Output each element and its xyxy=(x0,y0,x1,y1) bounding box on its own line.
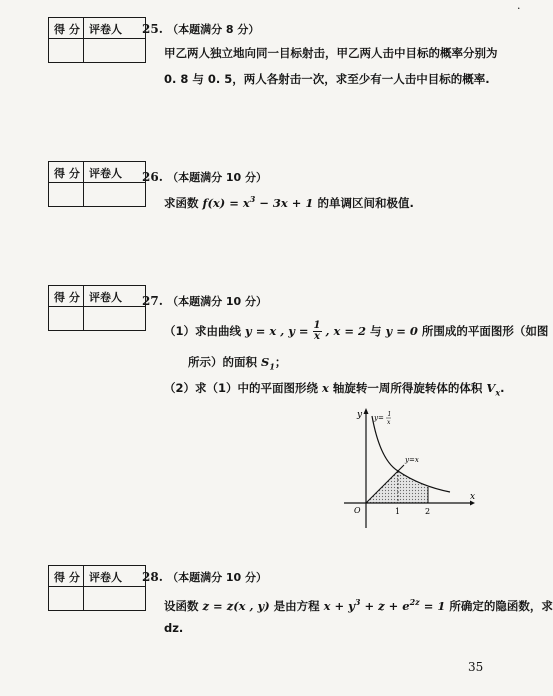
q27-points: （本题满分 10 分） xyxy=(167,295,268,308)
score-table-26 xyxy=(48,161,146,207)
fraction-one-over-x: $\frac{1}{x}$ xyxy=(313,320,321,342)
q27-part-1-cont: 所示）的面积 $S_1$； xyxy=(188,355,287,372)
curve-label-num: 1 xyxy=(387,411,392,418)
q28-line-1: 设函数 z = z(x , y) 是由方程 $x + y^3 + z + e^{2z} = 1$ 所确定的隐函数，求 xyxy=(164,597,553,613)
q25-points: （本题满分 8 分） xyxy=(167,23,260,36)
q26-number: 26. xyxy=(142,170,163,184)
q25-line-2: 0. 8 与 0. 5，两人各射击一次，求至少有一人击中目标的概率. xyxy=(164,72,490,86)
score-header: 得 分 xyxy=(54,291,80,304)
q28-points: （本题满分 10 分） xyxy=(167,571,268,584)
score-table-27 xyxy=(48,285,146,331)
grader-header: 评卷人 xyxy=(89,571,122,584)
q28-number: 28. xyxy=(142,570,163,584)
page-number: 35 xyxy=(468,660,484,674)
score-table-28 xyxy=(48,565,146,611)
score-header: 得 分 xyxy=(54,167,80,180)
q27-number: 27. xyxy=(142,294,163,308)
x-axis-label: x xyxy=(470,492,476,502)
q25-line-1: 甲乙两人独立地向同一目标射击，甲乙两人击中目标的概率分别为 xyxy=(164,46,498,60)
grader-header: 评卷人 xyxy=(89,23,122,36)
q27-part-1: （1）求由曲线 y = x , y = $\frac{1}{x}$ , x = 2 与 y = 0 所围成的平面图形（如图 xyxy=(164,320,549,342)
score-table-25 xyxy=(48,17,146,63)
q27-heading xyxy=(142,293,267,309)
q27-part-2: （2）求（1）中的平面图形绕 x 轴旋转一周所得旋转体的体积 $V_x$. xyxy=(164,381,505,398)
tick-label-2: 2 xyxy=(425,507,431,516)
function-expression: $f(x) = x^3 - 3x + 1$ xyxy=(202,194,314,210)
y-axis-label: y xyxy=(357,410,363,420)
score-header: 得 分 xyxy=(54,571,80,584)
grader-header: 评卷人 xyxy=(89,291,122,304)
curve-label-den: x xyxy=(387,419,391,426)
q26-points: （本题满分 10 分） xyxy=(167,171,268,184)
q26-line: 求函数 $f(x) = x^3 - 3x + 1$ 的单调区间和极值. xyxy=(164,194,414,210)
q25-number: 25. xyxy=(142,22,163,36)
score-header: 得 分 xyxy=(54,23,80,36)
line-label: y=x xyxy=(405,456,419,464)
origin-label: O xyxy=(354,506,361,515)
shaded-region xyxy=(366,471,428,503)
grader-header: 评卷人 xyxy=(89,167,122,180)
region-figure xyxy=(330,402,480,530)
curve-label-pre: y= xyxy=(374,414,384,422)
corner-mark: · xyxy=(517,2,521,15)
q25-heading xyxy=(142,21,259,37)
q28-line-2: dz. xyxy=(164,621,184,635)
y-axis-arrow xyxy=(364,408,369,414)
q28-heading xyxy=(142,569,267,585)
q26-heading xyxy=(142,169,267,185)
tick-label-1: 1 xyxy=(395,507,401,516)
